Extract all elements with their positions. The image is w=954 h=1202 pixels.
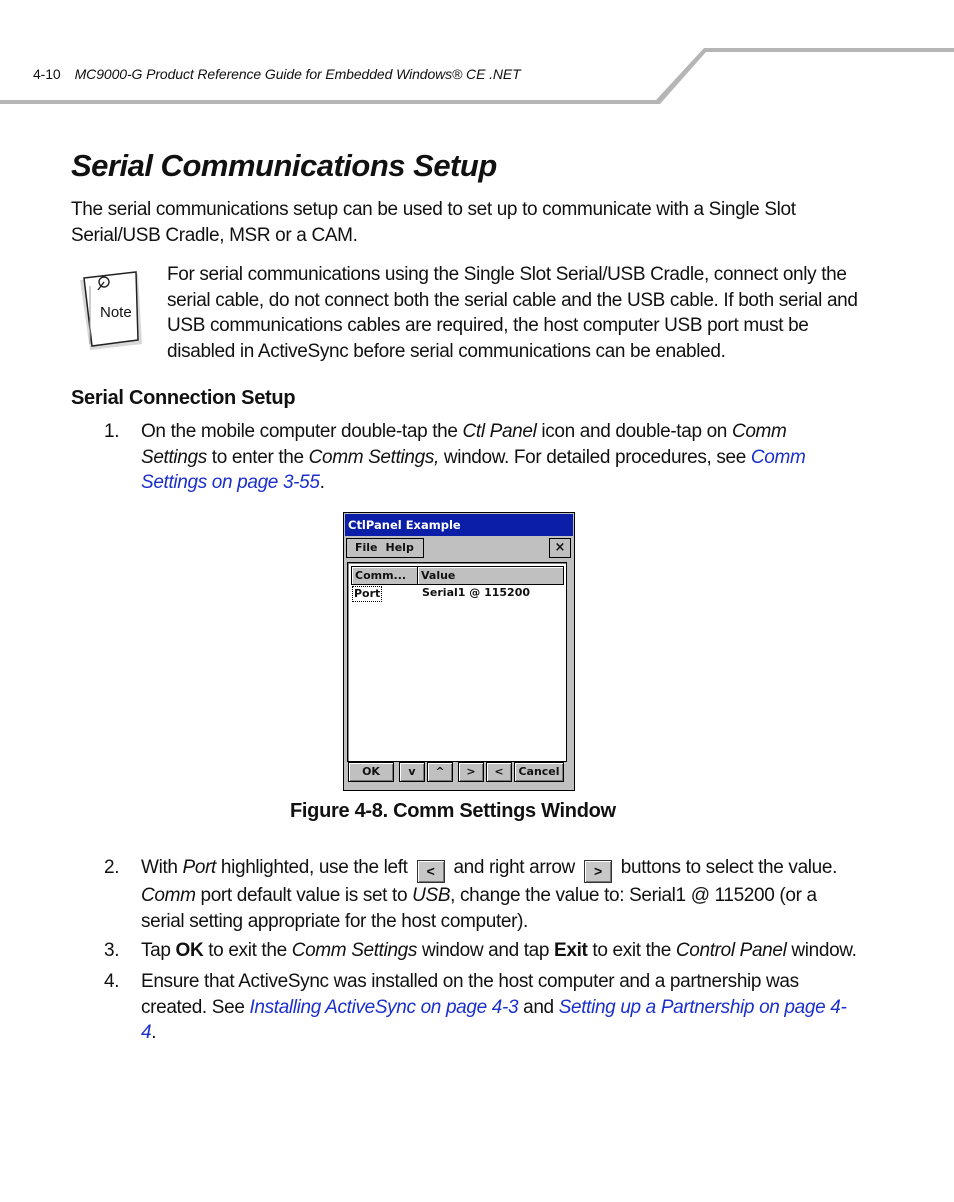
window-title: CtlPanel Example — [345, 514, 573, 536]
guide-title: MC9000-G Product Reference Guide for Embedded Windows® CE .NET — [74, 66, 521, 82]
step-number: 3. — [104, 940, 120, 961]
step-2 — [104, 855, 854, 933]
row-port-value: Serial1 @ 115200 — [422, 586, 531, 599]
link-installing-activesync[interactable]: Installing ActiveSync on page 4-3 — [249, 996, 519, 1018]
column-header-value[interactable]: Value — [417, 566, 564, 585]
step-text: On the mobile computer double-tap the Ctl Panel icon and double-tap on Comm Settings to enter the Comm Settings, window. For detailed procedures, see Comm Settings on page 3-55. — [141, 421, 806, 493]
intro-paragraph: The serial communications setup can be used to set up to communicate with a Single Slot Serial/USB Cradle, MSR or a CAM. — [71, 199, 796, 246]
step-text: Tap OK to exit the Comm Settings window and tap Exit to exit the Control Panel window. — [141, 940, 857, 961]
menu-bar — [346, 538, 424, 558]
close-icon[interactable]: × — [549, 538, 571, 558]
step-text: Ensure that ActiveSync was installed on the host computer and a partnership was created. See Installing ActiveSync on page 4-3 and Setting up a Partnership on page 4-4. — [141, 971, 847, 1043]
down-button[interactable]: v — [399, 762, 425, 782]
settings-list — [347, 562, 567, 762]
step-number: 4. — [104, 971, 120, 992]
section-heading: Serial Connection Setup — [71, 387, 296, 409]
step-3 — [104, 938, 857, 964]
right-button[interactable]: > — [458, 762, 484, 782]
cancel-button[interactable]: Cancel — [514, 762, 564, 782]
left-arrow-icon: < — [417, 860, 445, 883]
menu-help[interactable]: Help — [385, 541, 414, 554]
left-button[interactable]: < — [486, 762, 512, 782]
page-number: 4-10 — [33, 66, 61, 82]
comm-settings-window — [343, 512, 575, 791]
running-header — [33, 66, 521, 82]
step-number: 2. — [104, 857, 120, 878]
step-number: 1. — [104, 421, 120, 442]
up-button[interactable]: ^ — [427, 762, 453, 782]
column-header-name[interactable]: Comm... — [351, 566, 418, 585]
note-label: Note — [100, 304, 132, 321]
menu-file[interactable]: File — [355, 541, 378, 554]
step-1 — [104, 419, 854, 495]
step-text: With Port highlighted, use the left < and right arrow > buttons to select the value. Comm port default value is set to USB, change the value to: Serial1 @ 115200 (or a serial setting appropriate for the host computer). — [141, 857, 838, 932]
note-text: For serial communications using the Single Slot Serial/USB Cradle, connect only the serial cable, do not connect both the serial cable and the USB cable. If both serial and USB communications cables are required, the host computer USB port must be disabled in ActiveSync before serial communications can be enabled. — [167, 264, 858, 362]
right-arrow-icon: > — [584, 860, 612, 883]
ok-button[interactable]: OK — [348, 762, 394, 782]
step-4 — [104, 969, 854, 1043]
figure-caption: Figure 4-8. Comm Settings Window — [290, 800, 616, 822]
link-comm-settings[interactable]: Comm Settings on page 3-55 — [141, 446, 806, 493]
page-title: Serial Communications Setup — [71, 148, 497, 183]
row-port-name[interactable]: Port — [354, 587, 381, 600]
link-setting-up-partnership[interactable]: Setting up a Partnership on page 4-4 — [141, 996, 847, 1043]
